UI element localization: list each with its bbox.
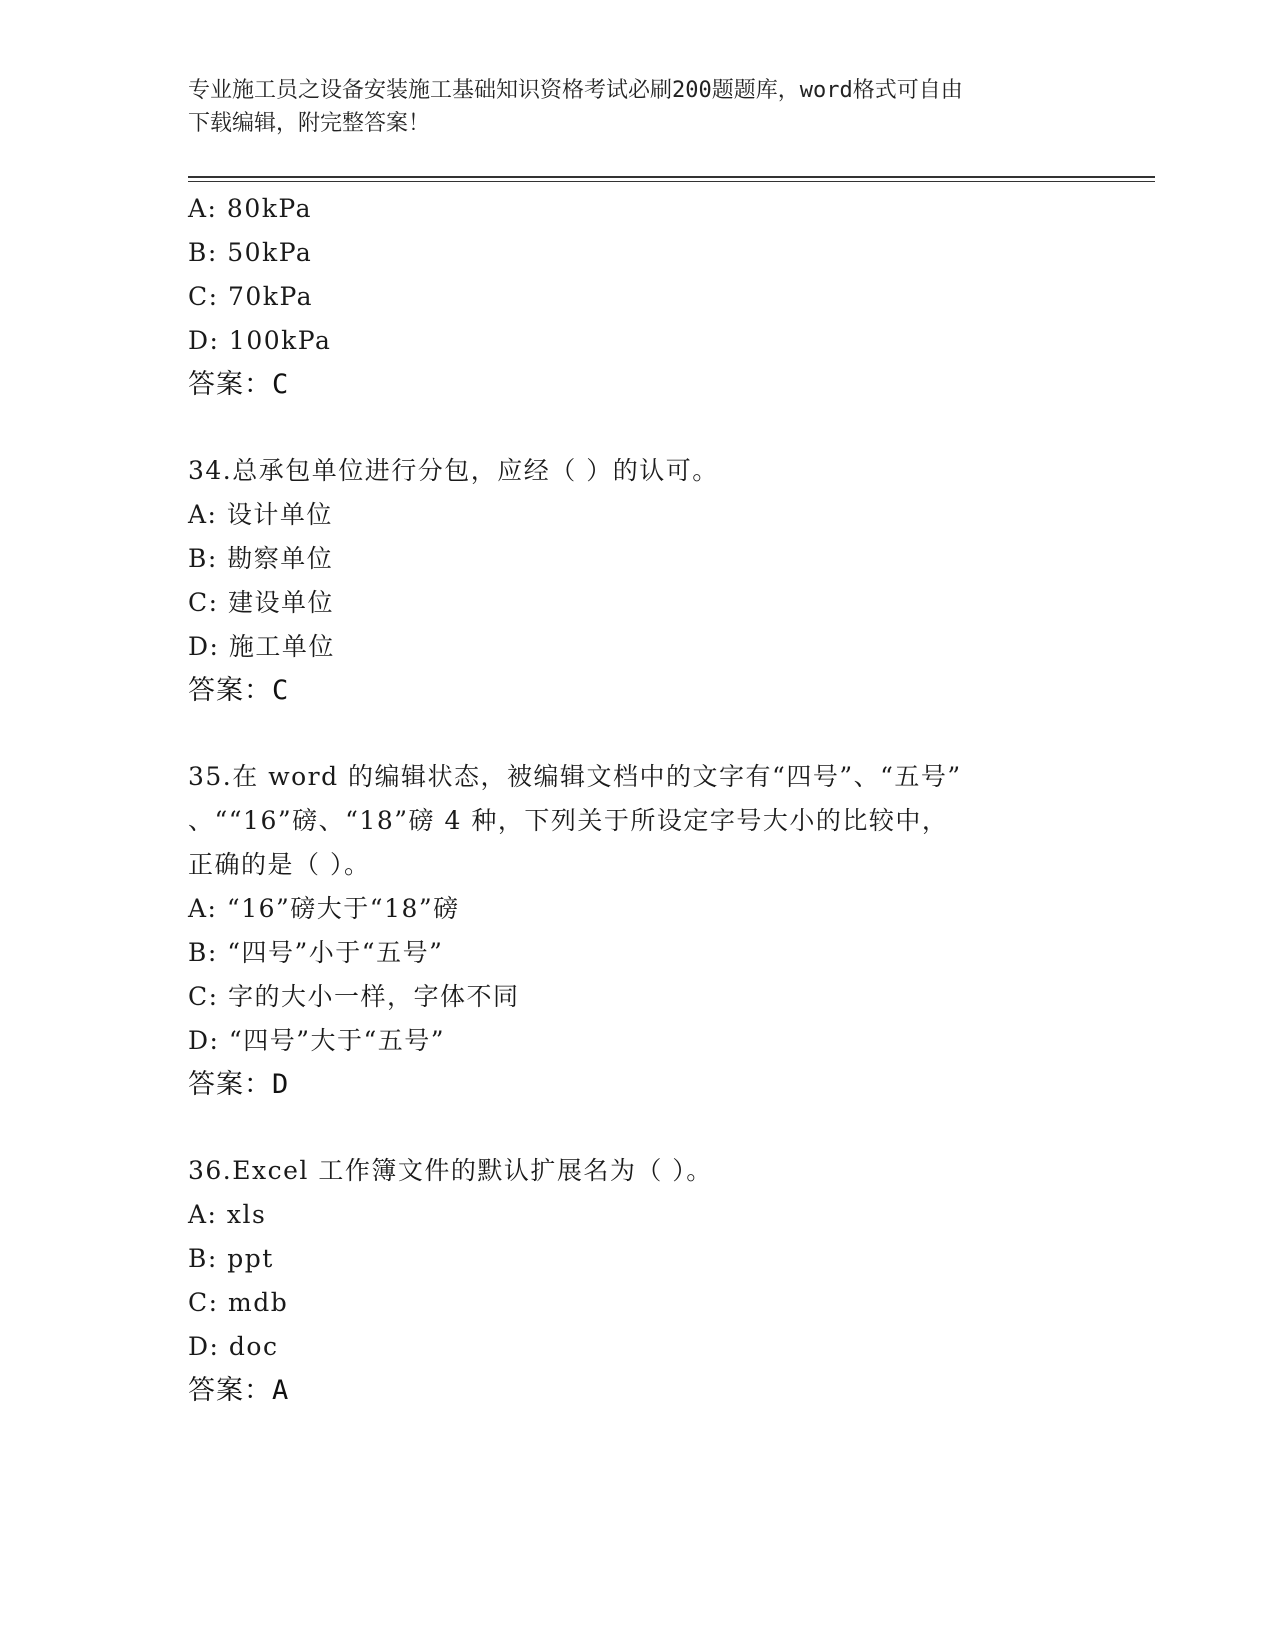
q33-option-c: C: 70kPa — [188, 282, 314, 311]
document-header — [188, 74, 1088, 140]
q35-option-c: C: 字的大小一样，字体不同 — [188, 982, 520, 1011]
header-line-1: 专业施工员之设备安装施工基础知识资格考试必刷200题题库，word格式可自由 — [188, 78, 963, 103]
header-divider-thin — [188, 181, 1155, 182]
q36-question: 36.Excel 工作簿文件的默认扩展名为（ ）。 — [188, 1156, 713, 1185]
q35-question-line-3: 正确的是（ ）。 — [188, 850, 371, 879]
q34-option-c: C: 建设单位 — [188, 588, 334, 617]
q35-option-b: B: “四号”小于“五号” — [188, 938, 444, 967]
q33-answer: 答案：C — [188, 369, 290, 400]
q33-option-a: A: 80kPa — [188, 194, 312, 223]
header-divider — [188, 176, 1155, 178]
q34-option-b: B: 勘察单位 — [188, 544, 334, 573]
q36-answer: 答案：A — [188, 1375, 290, 1406]
q33-option-d: D: 100kPa — [188, 326, 332, 355]
q34-option-d: D: 施工单位 — [188, 632, 335, 661]
q36-option-c: C: mdb — [188, 1288, 289, 1317]
q35-option-a: A: “16”磅大于“18”磅 — [188, 894, 460, 923]
q34-option-a: A: 设计单位 — [188, 500, 333, 529]
q36-option-b: B: ppt — [188, 1244, 274, 1273]
q35-option-d: D: “四号”大于“五号” — [188, 1026, 446, 1055]
q34-answer: 答案：C — [188, 675, 290, 706]
q35-question-line-1: 35.在 word 的编辑状态，被编辑文档中的文字有“四号”、“五号” — [188, 762, 962, 791]
q35-question-line-2: 、““16”磅、“18”磅 4 种，下列关于所设定字号大小的比较中， — [188, 806, 949, 835]
header-line-2: 下载编辑，附完整答案！ — [188, 111, 431, 136]
q33-option-b: B: 50kPa — [188, 238, 313, 267]
q36-option-a: A: xls — [188, 1200, 267, 1229]
q35-answer: 答案：D — [188, 1069, 290, 1100]
q36-option-d: D: doc — [188, 1332, 279, 1361]
q34-question: 34.总承包单位进行分包，应经（ ）的认可。 — [188, 456, 719, 485]
